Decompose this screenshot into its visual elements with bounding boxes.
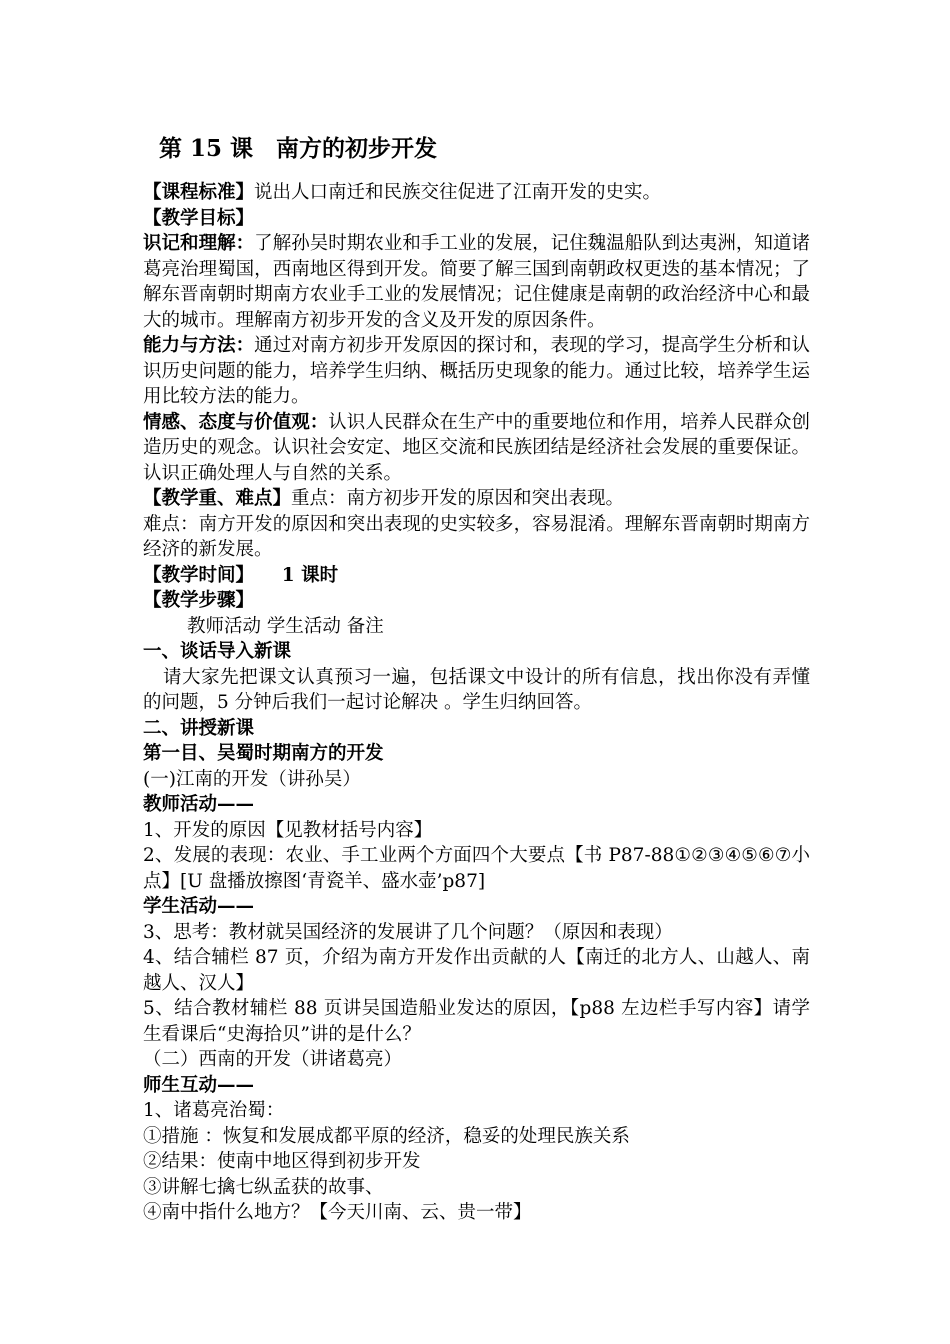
key-points-text: 重点：南方初步开发的原因和突出表现。 [291,488,625,509]
document-page [143,130,810,1226]
student-activity-heading: 学生活动—— [143,896,255,917]
interaction-item-1: 1、诸葛亮治蜀： [143,1100,285,1121]
teaching-time [143,563,810,589]
section-intro-text: 请大家先把课文认真预习一遍，包括课文中设计的所有信息，找出你没有弄懂的问题，5 分钟后我们一起讨论解决 。学生归纳回答。 [143,666,810,713]
teacher-item-2: 2、发展的表现：农业、手工业两个方面四个大要点【书 P87-88①②③④⑤⑥⑦小点】[U 盘播放擦图‘青瓷羊、盛水壶’p87] [143,845,810,892]
subsection-jiangnan: (一)江南的开发（讲孙吴） [143,768,361,790]
section-new-lesson-heading: 二、讲授新课 [143,717,255,739]
goal-ability-text: 通过对南方初步开发原因的探讨和，表现的学习，提高学生分析和认识历史问题的能力，培养学生归纳、概括历史现象的能力。通过比较，培养学生运用比较方法的能力。 [143,335,810,407]
standard-text: 说出人口南迁和民族交往促进了江南开发的史实。 [254,182,662,203]
lesson-title: 第 15 课 南方的初步开发 [159,135,438,162]
key-points-label: 【教学重、难点】 [143,488,292,509]
key-points [143,486,810,512]
curriculum-standard [143,180,810,206]
teaching-time-value: 1 课时 [244,564,339,586]
goals-heading: 【教学目标】 [143,207,255,229]
goal-memory-label: 识记和理解： [143,233,255,254]
goal-attitude-label: 情感、态度与价值观： [143,411,329,433]
difficulty-points: 难点：南方开发的原因和突出表现的史实较多，容易混淆。理解东晋南朝时期南方经济的新发展。 [143,513,810,560]
goal-attitude-text: 认识人民群众在生产中的重要地位和作用，培养人民群众创造历史的观念。认识社会安定、地区交流和民族团结是经济社会发展的重要保证。认识正确处理人与自然的关系。 [143,411,810,484]
standard-label: 【课程标准】 [143,182,255,203]
interaction-item-3: ②结果：使南中地区得到初步开发 [143,1151,421,1172]
interaction-item-2: ①措施 ：恢复和发展成都平原的经济，稳妥的处理民族关系 [143,1125,630,1147]
student-item-3: 3、思考：教材就吴国经济的发展讲了几个问题？（原因和表现） [143,921,673,943]
teaching-time-label: 【教学时间】 [143,564,245,586]
student-item-5: 5、结合教材辅栏 88 页讲吴国造船业发达的原因，【p88 左边栏手写内容】请学生看课后“史海拾贝”讲的是什么？ [143,998,810,1045]
student-item-4: 4、结合辅栏 87 页，介绍为南方开发作出贡献的人【南迁的北方人、山越人、南越人、汉人】 [143,947,810,994]
activity-columns: 教师活动 学生活动 备注 [187,615,384,637]
goal-memory [143,231,810,333]
teacher-item-1: 1、开发的原因【见教材括号内容】 [143,819,433,841]
goal-attitude [143,410,810,487]
teacher-activity-heading: 教师活动—— [143,794,255,815]
interaction-item-4: ③讲解七擒七纵孟获的故事、 [143,1176,384,1198]
interaction-item-5: ④南中指什么地方？【今天川南、云、贵一带】 [143,1202,532,1223]
steps-heading: 【教学步骤】 [143,590,255,611]
interaction-heading: 师生互动—— [143,1074,255,1096]
section-intro-heading: 一、谈话导入新课 [143,641,292,662]
goal-ability-label: 能力与方法： [143,335,255,356]
subsection-southwest: （二）西南的开发（讲诸葛亮） [143,1049,403,1070]
part-one-heading: 第一目、吴蜀时期南方的开发 [143,743,384,764]
goal-ability [143,333,810,410]
goal-memory-text: 了解孙吴时期农业和手工业的发展，记住魏温船队到达夷洲，知道诸葛亮治理蜀国，西南地区得到开发。简要了解三国到南朝政权更迭的基本情况；了解东晋南朝时期南方农业手工业的发展情况；记住健康是南朝的政治经济中心和最大的城市。理解南方初步开发的含义及开发的原因条件。 [143,233,810,331]
